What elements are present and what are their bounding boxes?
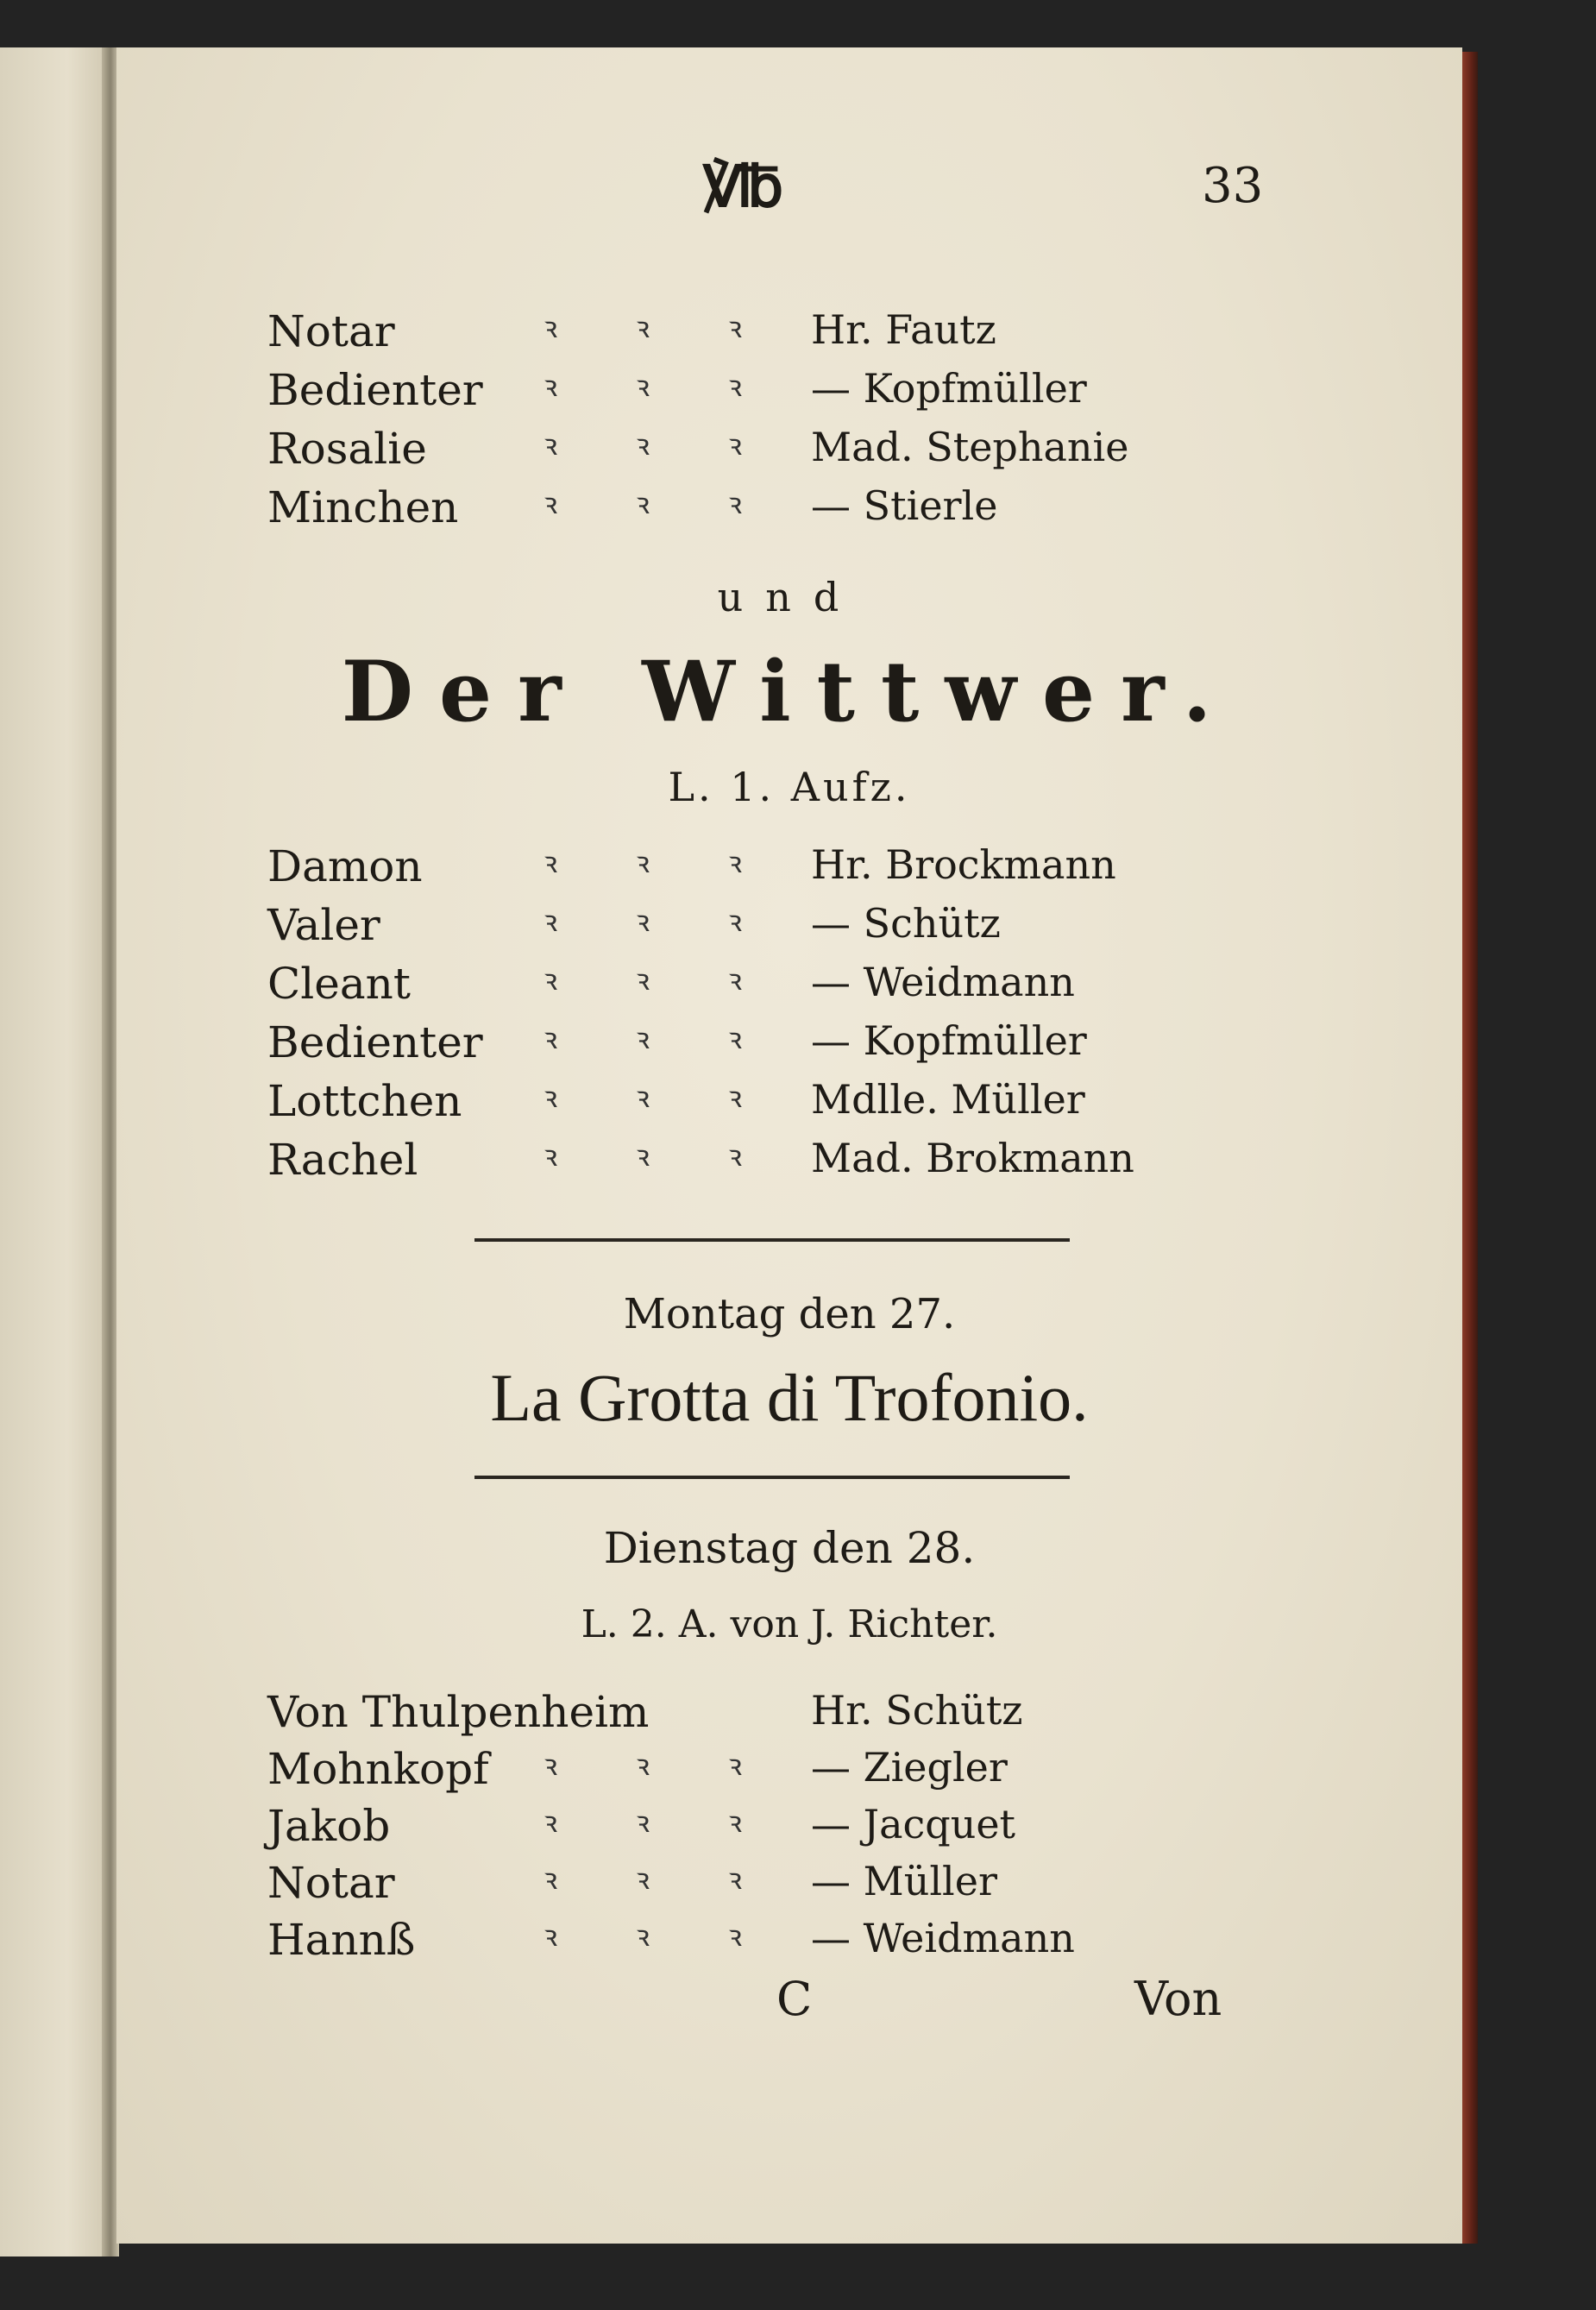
header-ornament: ℣℔ (703, 153, 779, 220)
role-name: Hannß (267, 1915, 416, 1965)
role-name: Damon (267, 841, 423, 891)
leader-dots: ꝛ ꝛ ꝛ (544, 1139, 776, 1174)
actor-name: Hr. Fautz (811, 306, 996, 353)
cast-row (116, 1687, 1462, 1747)
cast-row (116, 1744, 1462, 1804)
leader-dots: ꝛ ꝛ ꝛ (544, 1022, 776, 1056)
leader-dots: ꝛ ꝛ ꝛ (544, 1862, 776, 1897)
cast-row (116, 424, 1462, 484)
divider-rule (474, 1476, 1070, 1479)
role-name: Notar (267, 306, 395, 356)
role-name: Lottchen (267, 1076, 462, 1126)
leader-dots: ꝛ ꝛ ꝛ (544, 311, 776, 345)
actor-name: — Jacquet (811, 1801, 1016, 1847)
role-name: Bedienter (267, 365, 483, 415)
role-name: Rosalie (267, 424, 427, 474)
role-name: Cleant (267, 959, 411, 1009)
actor-name: Hr. Brockmann (811, 841, 1116, 888)
actor-name: — Weidmann (811, 959, 1075, 1005)
leader-dots: ꝛ ꝛ ꝛ (544, 1805, 776, 1840)
left-page-edge (0, 47, 112, 2256)
cast-row (116, 306, 1462, 367)
role-name: Mohnkopf (267, 1744, 489, 1794)
page-edge-stack (1462, 52, 1478, 2244)
play-subtitle: L. 1. Aufz. (668, 764, 911, 810)
cast-row (116, 1017, 1462, 1078)
actor-name: — Kopfmüller (811, 1017, 1087, 1064)
leader-dots: ꝛ ꝛ ꝛ (544, 846, 776, 880)
role-name: Rachel (267, 1135, 418, 1185)
role-name: Jakob (267, 1801, 391, 1851)
leader-dots: ꝛ ꝛ ꝛ (544, 487, 776, 521)
conjunction-und: und (717, 574, 862, 620)
signature-mark: C (776, 1972, 813, 2026)
actor-name: — Ziegler (811, 1744, 1008, 1791)
actor-name: Hr. Schütz (811, 1687, 1023, 1734)
actor-name: — Weidmann (811, 1915, 1075, 1961)
leader-dots: ꝛ ꝛ ꝛ (544, 428, 776, 463)
actor-name: Mad. Stephanie (811, 424, 1129, 470)
leader-dots: ꝛ ꝛ ꝛ (544, 1748, 776, 1783)
cast-row (116, 1076, 1462, 1136)
play-subtitle: L. 2. A. von J. Richter. (581, 1602, 998, 1646)
role-name: Bedienter (267, 1017, 483, 1067)
actor-name: Mad. Brokmann (811, 1135, 1134, 1181)
play-title-wittwer: Der Wittwer. (341, 643, 1238, 740)
leader-dots: ꝛ ꝛ ꝛ (544, 369, 776, 404)
divider-rule (474, 1238, 1070, 1242)
role-name: Notar (267, 1858, 395, 1908)
cast-row (116, 482, 1462, 543)
cast-row (116, 1915, 1462, 1975)
date-heading-tuesday: Dienstag den 28. (603, 1523, 976, 1573)
leader-dots: ꝛ ꝛ ꝛ (544, 1919, 776, 1954)
actor-name: — Kopfmüller (811, 365, 1087, 412)
leader-dots: ꝛ ꝛ ꝛ (544, 1080, 776, 1115)
cast-row (116, 1135, 1462, 1195)
leader-dots: ꝛ ꝛ ꝛ (544, 963, 776, 998)
actor-name: — Müller (811, 1858, 997, 1904)
cast-row (116, 1801, 1462, 1861)
role-name: Von Thulpenheim (267, 1687, 650, 1737)
cast-row (116, 365, 1462, 425)
book-page (116, 47, 1462, 2244)
cast-row (116, 900, 1462, 960)
date-heading-monday: Montag den 27. (623, 1290, 956, 1338)
cast-row (116, 1858, 1462, 1918)
cast-row (116, 841, 1462, 902)
page-number: 33 (1202, 158, 1264, 214)
actor-name: — Stierle (811, 482, 998, 529)
actor-name: Mdlle. Müller (811, 1076, 1085, 1123)
actor-name: — Schütz (811, 900, 1001, 947)
role-name: Valer (267, 900, 380, 950)
leader-dots: ꝛ ꝛ ꝛ (544, 904, 776, 939)
role-name: Minchen (267, 482, 459, 532)
cast-row (116, 959, 1462, 1019)
catchword: Von (1134, 1972, 1222, 2026)
play-title-grotta: La Grotta di Trofonio. (490, 1360, 1089, 1435)
